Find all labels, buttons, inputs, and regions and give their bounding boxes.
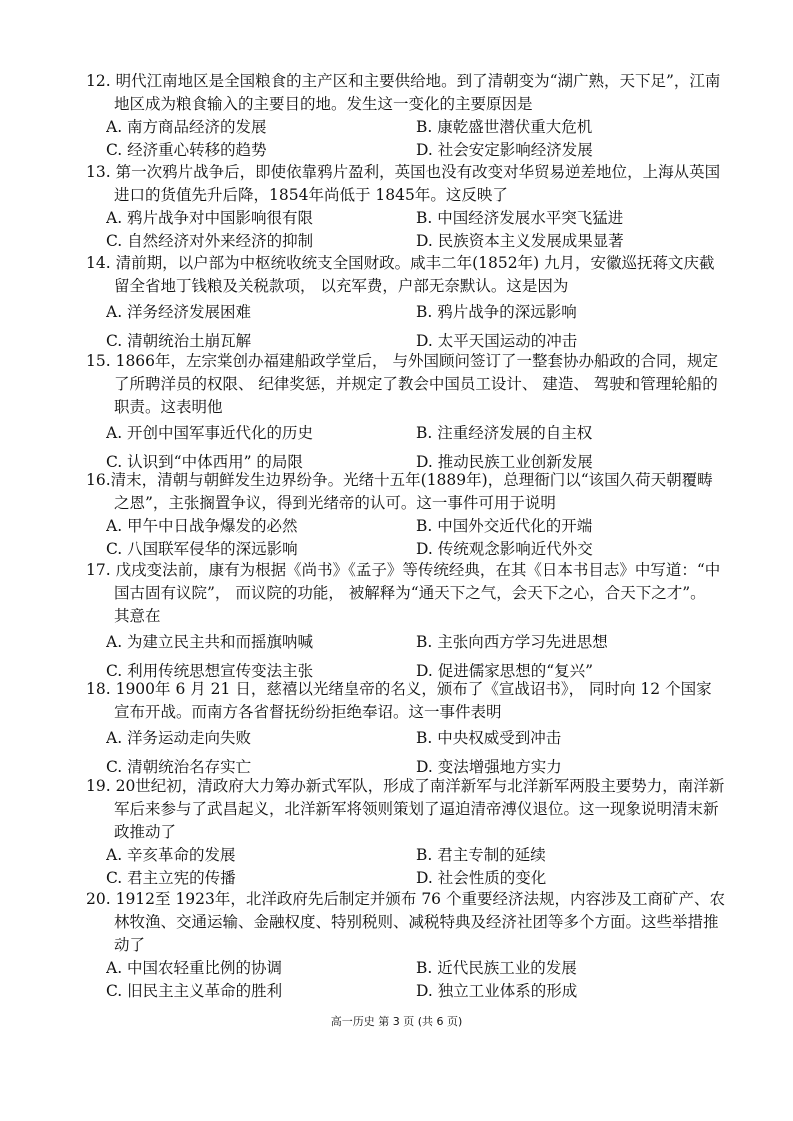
option-d: D. 社会性质的变化 (416, 869, 547, 887)
question-stem: 13. 第一次鸦片战争后，即使依靠鸦片盈利，英国也没有改变对华贸易逆差地位，上海从英国进口的货值先升后降，1854年尚低于 1845年。这反映了 (86, 163, 721, 204)
question-19 (86, 775, 726, 890)
option-a: A. 开创中国军事近代化的历史 (106, 424, 314, 442)
question-15 (86, 350, 726, 477)
question-14 (86, 252, 726, 356)
option-c: C. 八国联军侵华的深远影响 (106, 540, 298, 558)
option-c: C. 君主立宪的传播 (106, 869, 236, 887)
option-d: D. 推动民族工业创新发展 (416, 453, 593, 471)
option-a: A. 辛亥革命的发展 (106, 846, 236, 864)
option-a: A. 鸦片战争对中国影响很有限 (106, 209, 314, 227)
question-stem: 12. 明代江南地区是全国粮食的主产区和主要供给地。到了清朝变为“湖广熟，天下足”，江南地区成为粮食输入的主要目的地。发生这一变化的主要原因是 (86, 72, 721, 113)
option-a: A. 洋务经济发展困难 (106, 303, 252, 321)
option-a: A. 洋务运动走向失败 (106, 729, 252, 747)
option-d: D. 传统观念影响近代外交 (416, 540, 593, 558)
question-18 (86, 678, 726, 782)
question-stem: 18. 1900年 6 月 21 日，慈禧以光绪皇帝的名义，颁布了《宣战诏书》， 同时向 12 个国家宣布开战。而南方各省督抚纷纷拒绝奉诏。这一事件表明 (86, 680, 712, 721)
question-12 (86, 70, 726, 162)
question-stem: 20. 1912至 1923年，北洋政府先后制定并颁布 76 个重要经济法规，内容涉及工商矿产、农林牧渔、交通运输、金融权度、特别税则、减税特典及经济社团等多个方面。这些举措推动了 (86, 890, 725, 954)
question-17 (86, 559, 726, 686)
option-c: C. 自然经济对外来经济的抑制 (106, 232, 314, 250)
option-c: C. 清朝统治土崩瓦解 (106, 332, 252, 350)
option-c: C. 利用传统思想宣传变法主张 (106, 662, 314, 680)
question-20 (86, 888, 726, 1003)
options (86, 116, 726, 162)
options (86, 207, 726, 253)
option-d: D. 独立工业体系的形成 (416, 982, 578, 1000)
option-c: C. 清朝统治名存实亡 (106, 758, 252, 776)
option-d: D. 促进儒家思想的“复兴” (416, 662, 594, 680)
option-d: D. 变法增强地方实力 (416, 758, 562, 776)
question-stem: 19. 20世纪初，清政府大力筹办新式军队，形成了南洋新军与北洋新军两股主要势力，南洋新军后来参与了武昌起义，北洋新军将领则策划了逼迫清帝溥仪退位。这一现象说明清末新政推动了 (86, 777, 725, 841)
option-b: B. 君主专制的延续 (416, 846, 546, 864)
option-a: A. 为建立民主共和而摇旗呐喊 (106, 633, 314, 651)
option-b: B. 注重经济发展的自主权 (416, 424, 593, 442)
question-stem: 14. 清前期，以户部为中枢统收统支全国财政。咸丰二年(1852年) 九月，安徽巡抚蒋文庆截留全省地丁钱粮及关税款项， 以充军费，户部无奈默认。这是因为 (86, 254, 715, 295)
option-b: B. 鸦片战争的深远影响 (416, 303, 577, 321)
options (86, 724, 726, 782)
options (86, 298, 726, 356)
option-a: A. 南方商品经济的发展 (106, 118, 267, 136)
option-b: B. 主张向西方学习先进思想 (416, 633, 608, 651)
option-c: C. 认识到“中体西用” 的局限 (106, 453, 303, 471)
question-stem: 15. 1866年，左宗棠创办福建船政学堂后， 与外国顾问签订了一整套协办船政的合同，规定了所聘洋员的权限、 纪律奖惩，并规定了教会中国员工设计、 建造、 驾驶和管理轮船的职责。这表明他 (86, 352, 718, 416)
question-13 (86, 161, 726, 253)
option-b: B. 康乾盛世潜伏重大危机 (416, 118, 593, 136)
option-b: B. 中央权威受到冲击 (416, 729, 562, 747)
option-c: C. 经济重心转移的趋势 (106, 141, 267, 159)
question-16 (86, 469, 726, 561)
question-stem: 17. 戊戌变法前，康有为根据《尚书》《孟子》等传统经典，在其《日本书目志》中写道：“中国古固有议院”， 而议院的功能， 被解释为“通天下之气，会天下之心，合天下之才”。 其意在 (86, 561, 721, 625)
page-footer: 高一历史 第 3 页 (共 6 页) (330, 1015, 463, 1028)
option-b: B. 近代民族工业的发展 (416, 959, 577, 977)
options (86, 957, 726, 1003)
option-a: A. 甲午中日战争爆发的必然 (106, 517, 298, 535)
option-d: D. 民族资本主义发展成果显著 (416, 232, 624, 250)
option-c: C. 旧民主主义革命的胜利 (106, 982, 283, 1000)
option-d: D. 社会安定影响经济发展 (416, 141, 593, 159)
option-b: B. 中国经济发展水平突飞猛进 (416, 209, 624, 227)
option-b: B. 中国外交近代化的开端 (416, 517, 593, 535)
question-stem: 16.清末，清朝与朝鲜发生边界纷争。光绪十五年(1889年)，总理衙门以“该国久荷天朝覆畴之恩”，主张搁置争议，得到光绪帝的认可。这一事件可用于说明 (86, 471, 713, 512)
options (86, 844, 726, 890)
options (86, 515, 726, 561)
option-d: D. 太平天国运动的冲击 (416, 332, 578, 350)
option-a: A. 中国农轻重比例的协调 (106, 959, 283, 977)
